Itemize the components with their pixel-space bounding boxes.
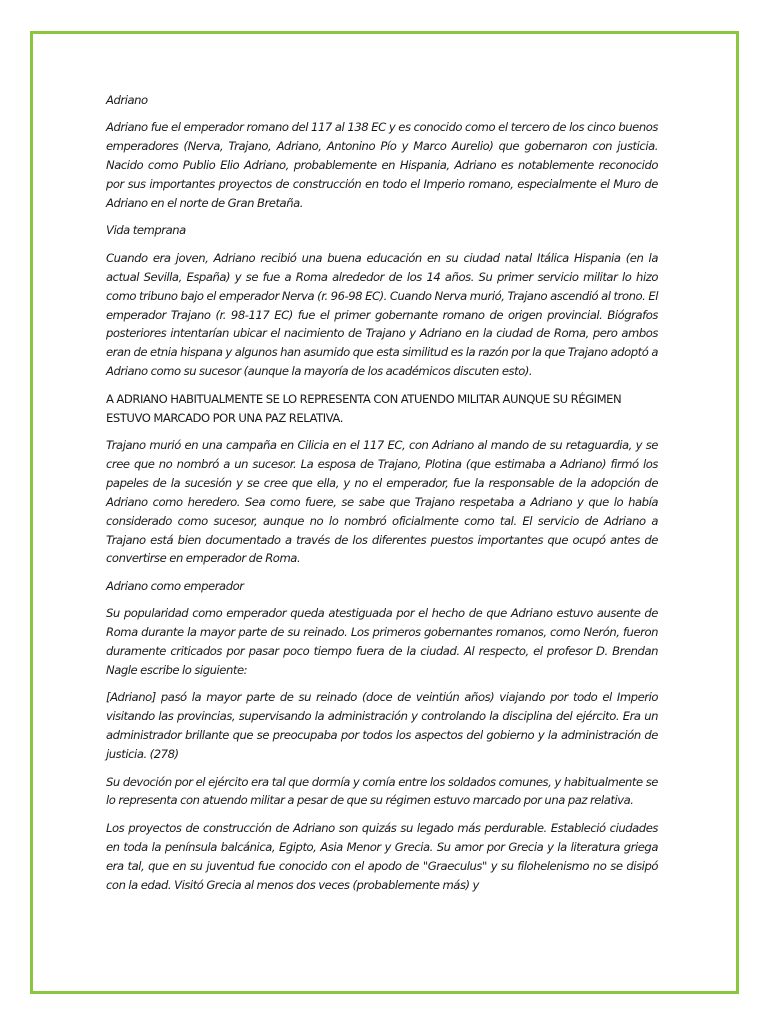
section-heading-emperador: Adriano como emperador xyxy=(106,578,244,593)
paragraph-army: Su devoción por el ejército era tal que dormía y comía entre los soldados comunes, y habitualmente se lo representa con atuendo militar a pesar de que su régimen estuvo marcado por una paz relativa. xyxy=(106,774,658,808)
image-caption: A ADRIANO HABITUALMENTE SE LO REPRESENTA CON ATUENDO MILITAR AUNQUE SU RÉGIMEN ESTUVO MARCADO POR UNA PAZ RELATIVA. xyxy=(106,391,622,425)
paragraph-succession: Trajano murió en una campaña en Cilicia en el 117 EC, con Adriano al mando de su retaguardia, y se cree que no nombró a un sucesor. La esposa de Trajano, Plotina (que estimaba a Adriano) firmó los papeles de la sucesión y se cree que ella, y no el emperador, fue la responsable de la adopción de Adriano como heredero. Sea como fuere, se sabe que Trajano respetaba a Adriano y que lo había considerado como sucesor, aunque no lo nombró oficialmente como tal. El servicio de Adriano a Trajano está bien documentado a través de los diferentes puestos importantes que ocupó antes de convertirse en emperador de Roma. xyxy=(106,438,658,566)
block-quote: [Adriano] pasó la mayor parte de su reinado (doce de veintiún años) viajando por todo el Imperio visitando las provincias, supervisando la administración y controlando la disciplina del ejército. Era un administrador brillante que se preocupaba por todos los aspectos del gobierno y la administración de justicia. (278) xyxy=(106,690,658,762)
section-heading-vida-temprana: Vida temprana xyxy=(106,223,186,238)
document-body xyxy=(106,91,658,903)
paragraph-construction: Los proyectos de construcción de Adriano son quizás su legado más perdurable. Estableció ciudades en toda la península balcánica, Egipto, Asia Menor y Grecia. Su amor por Grecia y la literatura griega era tal, que en su juventud fue conocido con el apodo de "Graeculus" y su filohelenismo no se disipó con la edad. Visitó Grecia al menos dos veces (probablemente más) y xyxy=(106,820,658,892)
paragraph-popularity: Su popularidad como emperador queda atestiguada por el hecho de que Adriano estuvo ausente de Roma durante la mayor parte de su reinado. Los primeros gobernantes romanos, como Nerón, fueron duramente criticados por pasar poco tiempo fuera de la ciudad. Al respecto, el profesor D. Brendan Nagle escribe lo siguiente: xyxy=(106,606,658,677)
paragraph-early-life: Cuando era joven, Adriano recibió una buena educación en su ciudad natal Itálica Hispania (en la actual Sevilla, España) y se fue a Roma alrededor de los 14 años. Su primer servicio militar lo hizo como tribuno bajo el emperador Nerva (r. 96-98 EC). Cuando Nerva murió, Trajano ascendió al trono. El emperador Trajano (r. 98-117 EC) fue el primer gobernante romano de origen provincial. Biógrafos posteriores intentarían ubicar el nacimiento de Trajano y Adriano en la ciudad de Roma, pero ambos eran de etnia hispana y algunos han asumido que esta similitud es la razón por la que Trajano adoptó a Adriano como su sucesor (aunque la mayoría de los académicos discuten esto). xyxy=(106,250,658,379)
document-title: Adriano xyxy=(106,93,148,107)
paragraph-intro: Adriano fue el emperador romano del 117 al 138 EC y es conocido como el tercero de los cinco buenos emperadores (Nerva, Trajano, Adriano, Antonino Pío y Marco Aurelio) que gobernaron con justicia. Nacido como Publio Elio Adriano, probablemente en Hispania, Adriano es notablemente reconocido por sus importantes proyectos de construcción en todo el Imperio romano, especialmente el Muro de Adriano en el norte de Gran Bretaña. xyxy=(106,120,658,211)
